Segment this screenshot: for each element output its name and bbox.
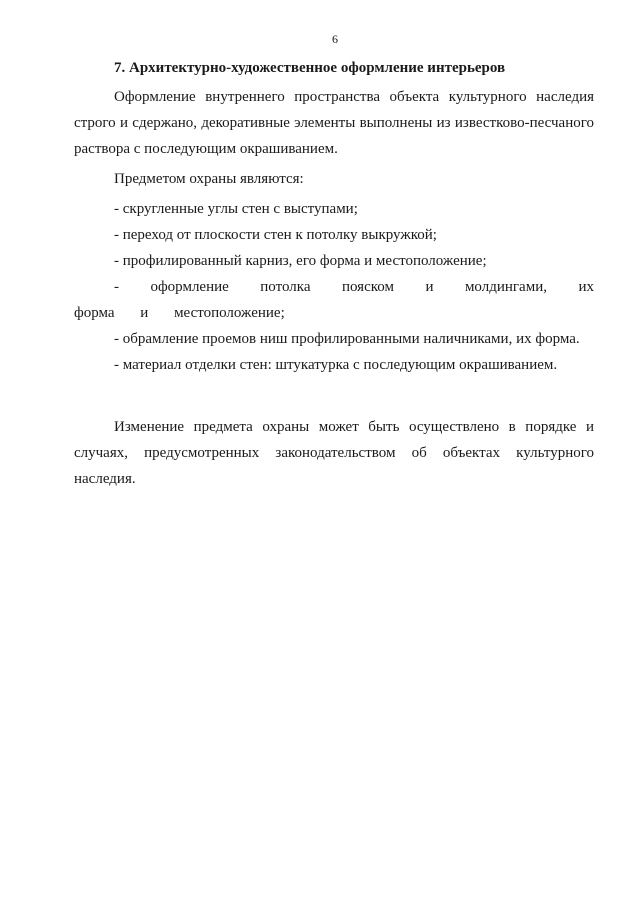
protection-lead: Предметом охраны являются: — [114, 171, 304, 187]
document-body — [74, 57, 594, 492]
section-spacer — [74, 378, 594, 414]
list-item: - скругленные углы стен с выступами; — [114, 201, 358, 217]
page-number: 6 — [332, 32, 338, 46]
list-item: - обрамление проемов ниш профилированными наличниками, их форма. — [114, 331, 580, 347]
list-item: - материал отделки стен: штукатурка с последующим окрашиванием. — [114, 357, 558, 373]
list-item: - профилированный карниз, его форма и местоположение; — [114, 253, 487, 269]
section-heading: 7. Архитектурно-художественное оформление интерьеров — [114, 60, 506, 76]
list-item: - оформление потолка пояском и молдингами, их форма и местоположение; — [74, 279, 594, 321]
intro-paragraph: Оформление внутреннего пространства объекта культурного наследия строго и сдержано, декоративные элементы выполнены из известково-песчаного раствора с последующим окрашиванием. — [74, 89, 594, 157]
closing-paragraph: Изменение предмета охраны может быть осуществлено в порядке и случаях, предусмотренных законодательством об объектах культурного наследия. — [74, 419, 594, 487]
protection-list — [74, 196, 594, 378]
list-item: - переход от плоскости стен к потолку выкружкой; — [114, 227, 437, 243]
